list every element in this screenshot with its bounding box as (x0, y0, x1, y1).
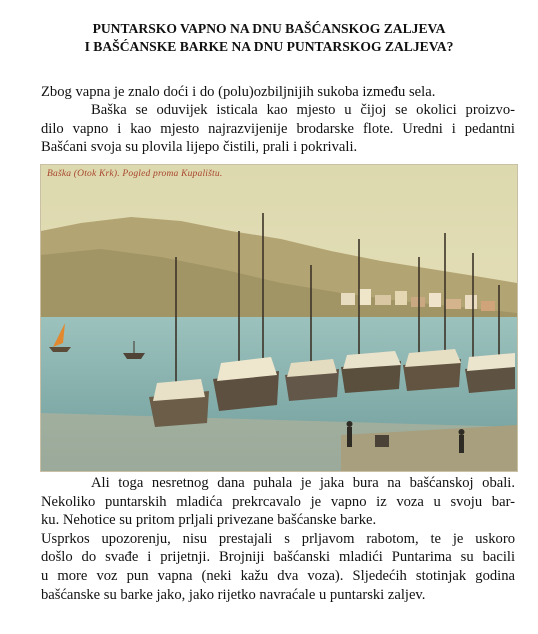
paragraph-2 (41, 101, 515, 157)
paragraph-3-line-5: došlo do svađe i prijetnji. Brojniji bašćanski mladići Puntarima su bacili (41, 549, 515, 566)
paragraph-2-line-3: Bašćani svoja su plovila lijepo čistili, prali i pokrivali. (41, 139, 358, 156)
article-title (0, 20, 538, 56)
title-line-2: I BAŠĆANSKE BARKE NA DNU PUNTARSKOG ZALJEVA? (84, 39, 454, 54)
harbor-photo (40, 164, 518, 472)
paragraph-3 (41, 474, 515, 604)
title-line-1: PUNTARSKO VAPNO NA DNU BAŠĆANSKOG ZALJEVA (92, 21, 446, 36)
paragraph-3-line-2: Nekoliko puntarskih mladića prekrcavalo je vapno iz voza u svoju bar- (41, 493, 515, 510)
paragraph-3-line-4: Usprkos upozorenju, nisu prestajali s prljavom rabotom, te je uskoro (41, 530, 515, 547)
paragraph-3-line-3: ku. Nehotice su pritom prljali privezane bašćanske barke. (41, 512, 377, 529)
paragraph-2-line-2: dilo vapno i kao mjesto najrazvijenije brodarske flote. Uredni i pedantni (41, 120, 515, 137)
paragraph-2-line-1: Baška se oduvijek isticala kao mjesto u čijoj se okolici proizvo- (91, 102, 515, 118)
intro-paragraph: Zbog vapna je znalo doći i do (polu)ozbiljnijih sukoba između sela. (41, 84, 436, 100)
harbor-illustration (41, 165, 517, 471)
postcard-caption: Baška (Otok Krk). Pogled proma Kupalištu. (47, 169, 223, 179)
paragraph-3-line-1: Ali toga nesretnog dana puhala je jaka bura na bašćanskoj obali. (91, 475, 515, 491)
paragraph-3-line-6: u more voz pun vapna (neki kažu dva voza). Sljedećih stotinjak godina (41, 567, 515, 584)
paragraph-3-line-7: bašćanske su barke jako, jako rijetko navraćale u puntarski zaljev. (41, 586, 426, 603)
